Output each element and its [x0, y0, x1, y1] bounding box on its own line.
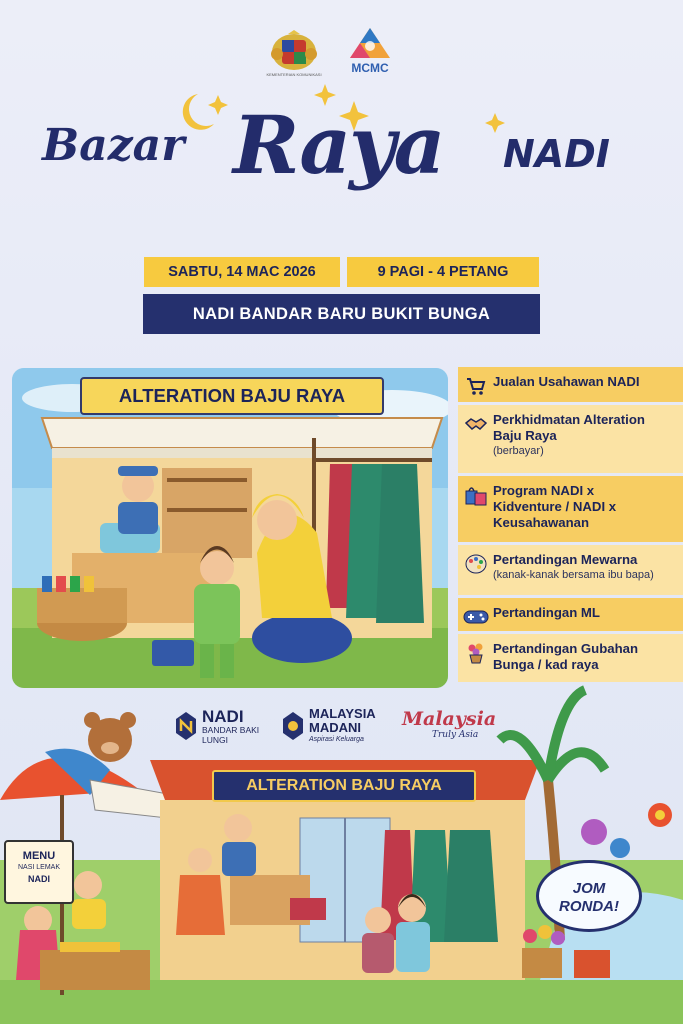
bubble-line1: JOM: [572, 880, 606, 897]
handshake-icon: [463, 411, 489, 437]
madani-line2: MADANI: [309, 720, 361, 735]
malaysia-crest-logo: [268, 28, 320, 74]
truly-asia-tagline: Truly Asia: [432, 730, 479, 740]
activity-label: Program NADI x Kidventure / NADI x Keusahawanan: [493, 483, 617, 530]
activity-label: Pertandingan Mewarna: [493, 552, 638, 567]
menu-board: [4, 840, 74, 904]
gamepad-icon: [463, 604, 489, 630]
madani-line1: MALAYSIA: [309, 706, 376, 721]
activity-item: [458, 598, 683, 631]
alteration-stall-illustration: [12, 368, 448, 688]
malaysia-truly-asia-logo: [402, 702, 496, 750]
cart-icon: [463, 373, 489, 399]
activity-note: (berbayar): [493, 445, 544, 457]
stall-sign-top: ALTERATION BAJU RAYA: [80, 377, 384, 415]
malaysia-wordmark: Malaysia: [402, 708, 497, 730]
menu-title: MENU: [22, 850, 56, 862]
activity-note: (kanak-kanak bersama ibu bapa): [493, 569, 654, 581]
madani-sub: Aspirasi Keluarga: [309, 736, 364, 743]
event-date: SABTU, 14 MAC 2026: [144, 257, 340, 287]
activities-panel: [458, 367, 683, 682]
stall-sign-bottom: ALTERATION BAJU RAYA: [212, 770, 476, 802]
nadi-logo-sub: BANDAR BAKI LUNGI: [202, 724, 260, 745]
menu-brand: NADI: [28, 874, 50, 884]
title-raya: Raya: [233, 98, 444, 192]
crest-caption: KEMENTERIAN KOMUNIKASI: [266, 72, 322, 77]
flower-pot-icon: [463, 640, 489, 666]
activity-label: Pertandingan ML: [493, 605, 600, 620]
activity-label: Perkhidmatan Alteration Baju Raya: [493, 412, 645, 443]
event-venue: NADI BANDAR BARU BUKIT BUNGA: [143, 294, 540, 334]
shopping-bags-icon: [463, 482, 489, 508]
jom-ronda-bubble: [536, 860, 642, 932]
activity-item: [458, 405, 683, 473]
nadi-logo-text: NADI: [202, 706, 244, 726]
activity-item: [458, 634, 683, 682]
activity-item: [458, 545, 683, 595]
event-time: 9 PAGI - 4 PETANG: [347, 257, 539, 287]
palette-icon: [463, 551, 489, 577]
activity-label: Pertandingan Gubahan Bunga / kad raya: [493, 641, 639, 672]
nadi-emblem-icon: [175, 711, 197, 741]
activity-item: [458, 367, 683, 402]
title-nadi: NADI: [503, 132, 610, 176]
activity-label: Jualan Usahawan NADI: [493, 374, 640, 389]
bubble-line2: RONDA!: [559, 898, 619, 915]
title-bazar: Bazar: [42, 120, 185, 171]
activity-item: [458, 476, 683, 542]
madani-emblem-icon: [282, 711, 304, 741]
mcmc-label: MCMC: [351, 61, 389, 75]
nadi-logo: [175, 702, 264, 750]
malaysia-madani-logo: [282, 702, 376, 750]
menu-subtitle: NASI LEMAK: [17, 864, 60, 871]
